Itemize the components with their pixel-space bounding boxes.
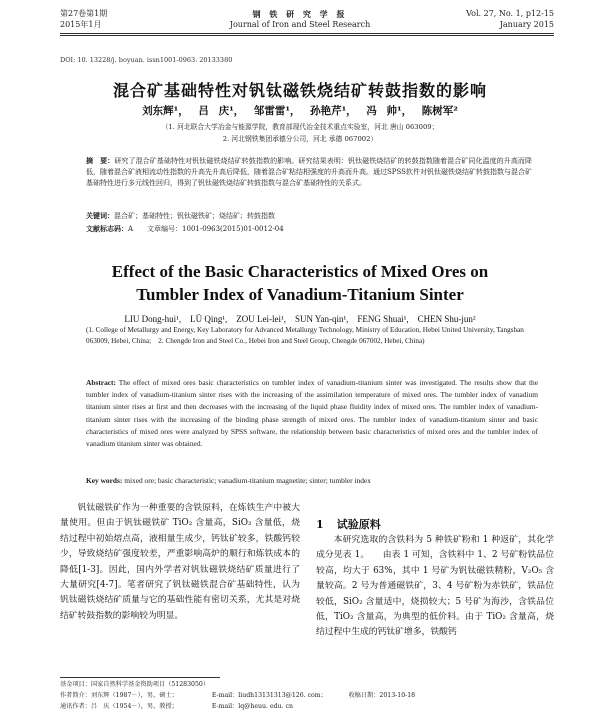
section-1-title: 试验原料 xyxy=(336,518,381,531)
abstract-en-text: The effect of mixed ores basic characteristics on tumbler index of vanadium-titanium sinter was investigated. The results show that the tumbler index of vanadium-titanium sinter rises with the increasing of the assimilation temperature of mixed ores. The tumbler index of vanadium titanium sinter rises at first and then decreases with the increasing of the liquid phase fluidity index of mixed ores. The tumbler index of vanadium-titanium sinter rises with the increasing of the binding phase strength of mixed ores. The tumbler index of vanadium-titanium sinter and basic characteristics of mixed ores were analyzed by SPSS software, the relationship between basic characteristics of mixed ores and the tumbler index of vanadium titanium sinter was obtained. xyxy=(86,378,538,449)
authors-cn: 刘东辉¹， 吕 庆¹， 邹雷雷¹， 孙艳芹¹， 冯 帅¹， 陈树军² xyxy=(142,105,458,117)
header-volume-issue-cn: 第27卷第1期 xyxy=(60,9,108,18)
keywords-en-text: mixed ore; basic characteristic; vanadium-titanium magnetite; sinter; tumbler index xyxy=(124,476,371,485)
section-1-number: 1 xyxy=(316,518,324,531)
keywords-cn-label: 关键词： xyxy=(86,211,114,220)
footnote-fund: 基金项目：国家自然科学基金资助项目（51283050） xyxy=(60,681,210,688)
keywords-en-label: Key words: xyxy=(86,476,123,485)
footnote-rule xyxy=(60,677,220,678)
header-journal-cn: 钢 铁 研 究 学 报 xyxy=(252,9,348,19)
doi: DOI: 10. 13228/j. boyuan. issn1001-0963. 20133380 xyxy=(60,56,233,64)
affiliation-en: (1. College of Metallurgy and Energy, Key Laboratory for Advanced Metallurgy Technology, Ministry of Education, Hebei United University, Tangshan 063009, Hebei, China; 2. Chengde Iron and Steel Co., Hebei Iron and Steel Group, Chengde 067002, Hebei, China) xyxy=(86,326,524,345)
affiliation-cn-1: （1. 河北联合大学冶金与能源学院，教育部现代冶金技术重点实验室，河北 唐山 063009； xyxy=(161,123,439,131)
title-cn: 混合矿基础特性对钒钛磁铁烧结矿转鼓指数的影响 xyxy=(112,81,487,100)
classification-cn-text: A 文章编号：1001-0963(2015)01-0012-04 xyxy=(128,225,284,233)
body-left-column: 钒钛磁铁矿作为一种重要的含铁原料，在炼铁生产中被大量使用。但由于钒钛磁铁矿 TiO₂ 含量高，SiO₂ 含量低，烧结过程中初始熔点高，液相量生成少，钙钛矿较多，铁酸钙较少，导致烧结矿强度较差，严重影响高炉的顺行和炼铁成本的降低[1-3]。因此，国内外学者对钒钛磁铁烧结矿质量进行了大量研究[4-7]。笔者研究了钒钛磁铁混合矿基础特性，认为钒钛磁铁烧结矿质量与它的基础性能有密切关系，尤其是对烧结矿转鼓指数的影响较为明显。 xyxy=(60,503,300,621)
abstract-en xyxy=(86,377,538,450)
keywords-cn-text: 混合矿；基础特性；钒钛磁铁矿；烧结矿；转鼓指数 xyxy=(114,212,275,220)
keywords-en xyxy=(86,475,538,487)
abstract-cn-label: 摘 要： xyxy=(86,156,115,165)
affiliation-cn-2: 2. 河北钢铁集团承德分公司，河北 承德 067002） xyxy=(222,135,378,143)
abstract-cn xyxy=(86,155,532,189)
header-year-month-cn: 2015年1月 xyxy=(60,20,102,29)
footnote-contact: 通讯作者：吕 庆（1954－），男，教授； E-mail：lq@heuu. edu. cn xyxy=(60,703,293,710)
section-1-heading xyxy=(316,513,554,532)
keywords-cn xyxy=(86,210,532,222)
authors-en: LIU Dong-hui¹, LÜ Qing¹, ZOU Lei-lei¹, SUN Yan-qin¹, FENG Shuai¹, CHEN Shu-jun² xyxy=(124,314,476,324)
classification-cn xyxy=(86,223,532,235)
section-1-text: 本研究选取的含铁料为 5 种铁矿粉和 1 种返矿，其化学成分见表 1。 由表 1 可知，含铁料中 1、2 号矿粉铁品位较高，均大于 63%，其中 1 号矿为钒钛磁铁精粉，V₂O₅ 含量较高。2 号为普通磁铁矿，3、4 号矿粉为赤铁矿，铁品位较低，SiO₂ 含量适中，烧损较大；5 号矿为海沙，含铁品位低，TiO₂ 含量高，为典型的低价料。由于 TiO₂ 含量高，烧结过程中生成的钙钛矿增多，铁酸钙 xyxy=(316,535,554,638)
footnote-author-info: 作者简介：刘东辉（1987－），男，硕士； E-mail：liudh13131313@126. com； 收稿日期：2013-10-18 xyxy=(60,692,416,699)
abstract-cn-text: 研究了混合矿基础特性对钒钛磁铁烧结矿转鼓指数的影响。研究结果表明：钒钛磁铁烧结矿的转鼓指数随着混合矿同化温度的升高而降低，随着混合矿液相流动性指数的升高先升高后降低，随着混合矿粘结相强度的升高而升高。通过SPSS软件对钒钛磁铁烧结矿转鼓指数与混合矿基础特性进行多元线性回归，得到了钒钛磁铁烧结矿转鼓指数与混合矿基础特性的关系式。 xyxy=(86,157,533,187)
title-en-line-1: Effect of the Basic Characteristics of Mixed Ores on xyxy=(111,262,489,281)
header-month-year-en: January 2015 xyxy=(499,20,554,29)
header-rule-top xyxy=(60,33,554,34)
title-en-line-2: Tumbler Index of Vanadium-Titanium Sinter xyxy=(136,285,464,304)
abstract-en-label: Abstract: xyxy=(86,378,116,387)
classification-cn-label: 文献标志码： xyxy=(86,224,128,233)
header-journal-en: Journal of Iron and Steel Research xyxy=(229,20,371,29)
header-volume-issue-en: Vol. 27, No. 1, p12-15 xyxy=(466,9,554,18)
header-rule-bottom xyxy=(60,35,554,36)
